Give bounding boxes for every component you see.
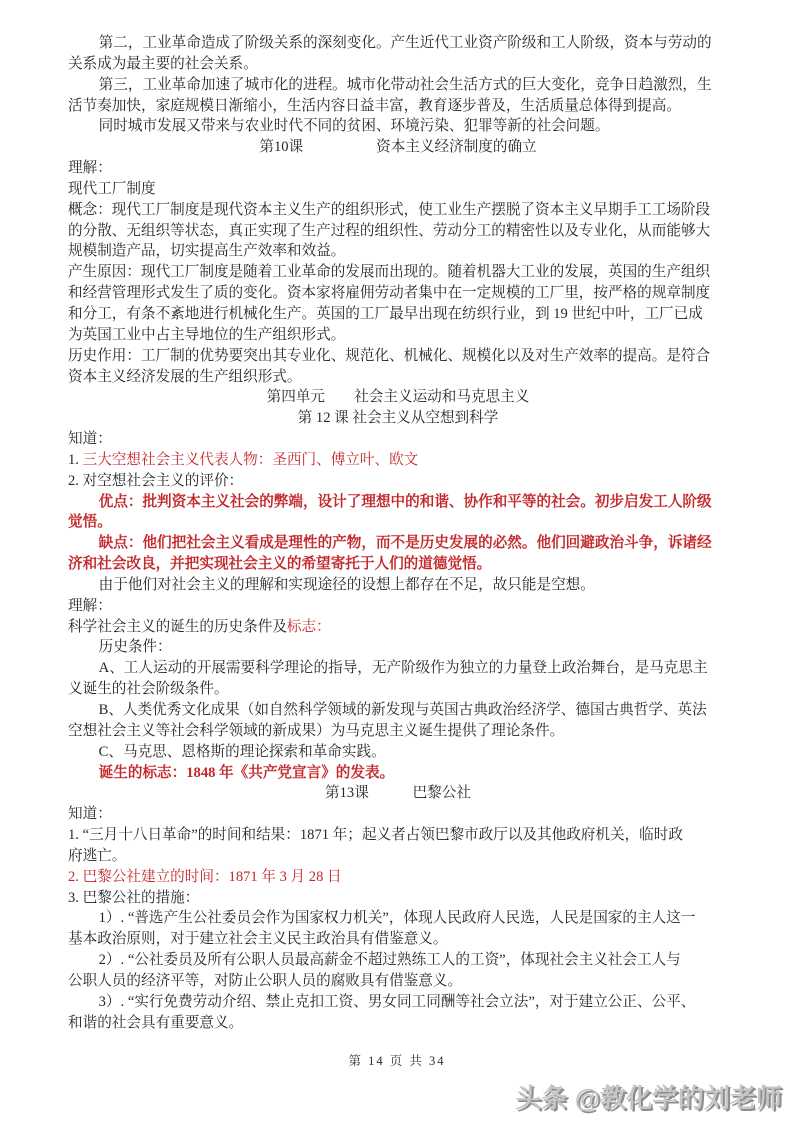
text-line [68, 54, 728, 75]
text-segment: 三大空想社会主义代表人物：圣西门、傅立叶、欧文 [82, 451, 419, 468]
text-line [68, 617, 728, 638]
heading-line [68, 408, 728, 429]
text-segment: 2）. “公社委员及所有公职人员最高薪金不超过熟练工人的工资”，体现社会主义社会工人与 [98, 952, 681, 969]
text-segment: 1）. “普选产生公社委员会作为国家权力机关”，体现人民政府人民选，人民是国家的主人这一 [98, 910, 696, 927]
text-line [68, 596, 728, 617]
text-segment: 诞生的标志：1848 年《共产党宣言》的发表。 [98, 764, 395, 781]
text-line [68, 325, 728, 346]
text-segment: 和经营管理形式发生了质的变化。资本家将雇佣劳动者集中在一定规模的工厂里，按严格的规章制度 [68, 285, 711, 302]
text-segment: 历史作用：工厂制的优势要突出其专业化、规范化、机械化、规模化以及对生产效率的提高。是符合 [68, 347, 711, 364]
text-segment: 空想社会主义等社会科学领域的新成果）为马克思主义诞生提供了理论条件。 [68, 722, 565, 739]
text-segment: 标志： [286, 618, 331, 635]
text-line [68, 554, 728, 575]
text-segment: 1. “三月十八日革命”的时间和结果：1871 年；起义者占领巴黎市政厅以及其他政府机关，临时政 [68, 827, 683, 844]
text-line [68, 221, 728, 242]
text-segment: 3）. “实行免费劳动介绍、禁止克扣工资、男女同工同酬等社会立法”，对于建立公正、公平、 [98, 993, 696, 1010]
text-segment: 公职人员的经济平等，对防止公职人员的腐败具有借鉴意义。 [68, 972, 463, 989]
text-line [68, 971, 728, 992]
text-line [68, 304, 728, 325]
text-line [68, 742, 728, 763]
text-line [68, 679, 728, 700]
text-line [68, 96, 728, 117]
text-line [68, 116, 728, 137]
text-segment: 科学社会主义的诞生的历史条件及 [68, 618, 287, 635]
text-segment: 第13课 巴黎公社 [325, 785, 471, 802]
text-line [68, 700, 728, 721]
text-segment: 觉悟。 [68, 514, 112, 531]
text-segment: 济和社会改良，并把实现社会主义的希望寄托于人们的道德觉悟。 [68, 556, 492, 573]
text-line [68, 825, 728, 846]
text-segment: 知道： [68, 431, 112, 448]
text-segment: A、工人运动的开展需要科学理论的指导，无产阶级作为独立的力量登上政治舞台，是马克思主 [98, 660, 708, 677]
text-segment: 知道： [68, 806, 112, 823]
text-segment: 和谐的社会具有重要意义。 [68, 1014, 244, 1031]
text-line [68, 512, 728, 533]
text-segment: 理解： [68, 597, 112, 614]
text-line [68, 471, 728, 492]
text-line [68, 908, 728, 929]
text-segment: 的分散、无组织等状态，真正实现了生产过程的组织性、劳动分工的精密性以及专业化，从而能够大 [68, 222, 711, 239]
text-line [68, 200, 728, 221]
text-segment: 活节奏加快，家庭规模日渐缩小，生活内容日益丰富，教育逐步普及，生活质量总体得到提高。 [68, 97, 681, 114]
watermark: 头条 @教化学的刘老师 [515, 1083, 782, 1113]
text-segment: 缺点：他们把社会主义看成是理性的产物，而不是历史发展的必然。他们回避政治斗争，诉诸经 [98, 535, 712, 552]
text-segment: 义诞生的社会阶级条件。 [68, 681, 229, 698]
text-segment: 为英国工业中占主导地位的生产组织形式。 [68, 326, 346, 343]
text-line [68, 429, 728, 450]
text-line [68, 367, 728, 388]
text-segment: 和分工，有条不紊地进行机械化生产。英国的工厂最早出现在纺织行业，到 19 世纪中叶，工厂已成 [68, 305, 703, 322]
text-line [68, 575, 728, 596]
heading-line [68, 783, 728, 804]
text-segment: 现代工厂制度 [68, 180, 156, 197]
text-segment: C、马克思、恩格斯的理论探索和革命实践。 [98, 743, 386, 760]
text-line [68, 804, 728, 825]
text-segment: 概念：现代工厂制度是现代资本主义生产的组织形式，使工业生产摆脱了资本主义早期手工工场阶段 [68, 201, 711, 218]
page-footer: 第 14 页 共 34 [348, 1054, 446, 1068]
text-segment: 基本政治原则，对于建立社会主义民主政治具有借鉴意义。 [68, 931, 448, 948]
text-segment: 理解： [68, 160, 112, 177]
heading-line [68, 387, 728, 408]
text-line [68, 283, 728, 304]
text-segment: B、人类优秀文化成果（如自然科学领域的新发现与英国古典政治经济学、德国古典哲学、英法 [98, 702, 707, 718]
text-segment: 历史条件： [98, 639, 172, 656]
text-line [68, 158, 728, 179]
text-segment: 2. 巴黎公社建立的时间：1871 年 3 月 28 日 [68, 868, 342, 885]
text-line [68, 637, 728, 658]
text-line [68, 450, 728, 471]
text-segment: 第四单元 社会主义运动和马克思主义 [266, 389, 530, 406]
text-line [68, 241, 728, 262]
text-segment: 府逃亡。 [68, 847, 127, 864]
text-line [68, 1013, 728, 1034]
text-segment: 第 12 课 社会主义从空想到科学 [297, 410, 499, 427]
text-line [68, 929, 728, 950]
text-segment: 资本主义经济发展的生产组织形式。 [68, 368, 302, 385]
heading-line [68, 137, 728, 158]
document-lines [68, 33, 728, 1034]
text-line [68, 950, 728, 971]
text-segment: 3. 巴黎公社的措施： [68, 889, 200, 906]
text-segment: 第10课 资本主义经济制度的确立 [259, 139, 537, 156]
text-line [68, 262, 728, 283]
text-segment: 第三，工业革命加速了城市化的进程。城市化带动社会生活方式的巨大变化，竞争日趋激烈，生 [98, 76, 712, 93]
text-line [68, 179, 728, 200]
text-line [68, 533, 728, 554]
text-line [68, 75, 728, 96]
text-line [68, 346, 728, 367]
text-segment: 第二，工业革命造成了阶级关系的深刻变化。产生近代工业资产阶级和工人阶级，资本与劳动的 [98, 35, 712, 51]
text-segment: 关系成为最主要的社会关系。 [68, 55, 258, 72]
text-line [68, 846, 728, 867]
text-line [68, 658, 728, 679]
text-line [68, 867, 728, 888]
text-line [68, 492, 728, 513]
text-line [68, 721, 728, 742]
text-segment: 2. 对空想社会主义的评价： [68, 472, 244, 489]
text-segment: 优点：批判资本主义社会的弊端，设计了理想中的和谐、协作和平等的社会。初步启发工人阶级 [98, 493, 712, 510]
text-line [68, 763, 728, 784]
text-segment: 1. [68, 451, 83, 468]
text-segment: 同时城市发展又带来与农业时代不同的贫困、环境污染、犯罪等新的社会问题。 [98, 118, 610, 135]
text-line [68, 33, 728, 54]
text-segment: 由于他们对社会主义的理解和实现途径的设想上都存在不足，故只能是空想。 [98, 576, 595, 593]
text-line [68, 888, 728, 909]
text-segment: 规模制造产品，切实提高生产效率和效益。 [68, 243, 346, 260]
text-segment: 产生原因：现代工厂制度是随着工业革命的发展而出现的。随着机器大工业的发展，英国的生产组织 [68, 264, 711, 281]
text-line [68, 992, 728, 1013]
